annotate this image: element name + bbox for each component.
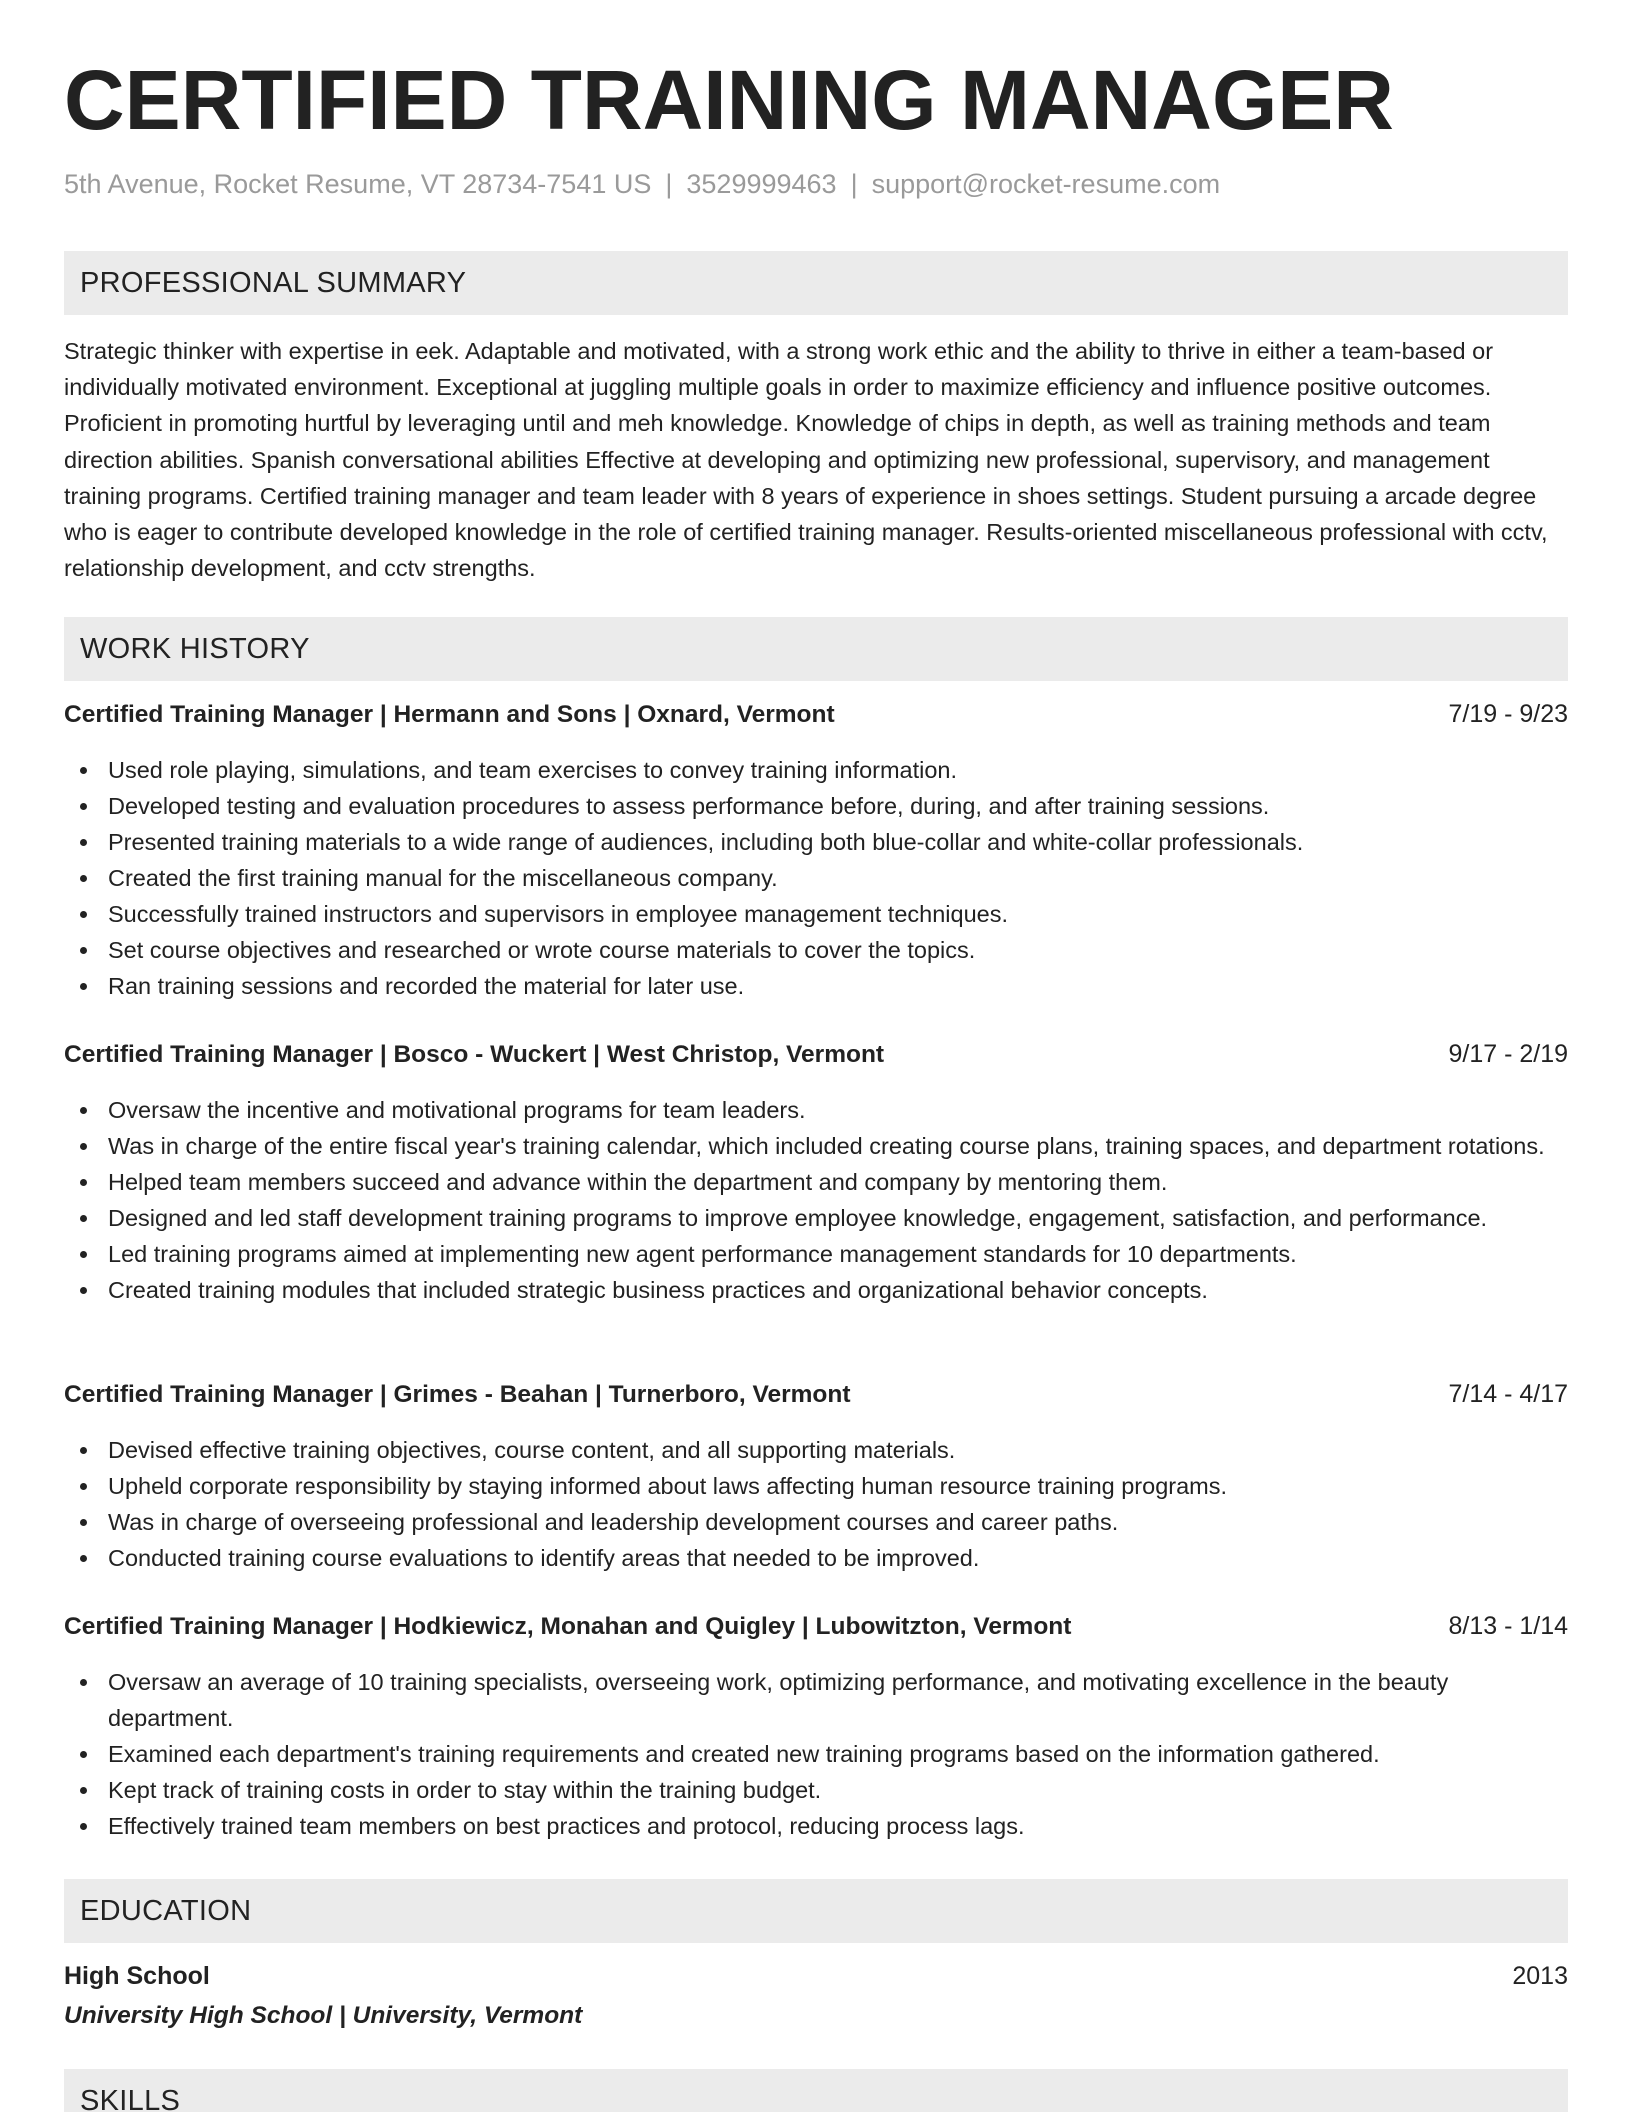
job-bullet: Examined each department's training requirements and created new training programs based on the information gathered. <box>64 1736 1568 1772</box>
resume-name: CERTIFIED TRAINING MANAGER <box>64 53 1394 147</box>
education-heading: EDUCATION <box>80 1894 252 1927</box>
summary-section-header <box>64 251 1568 315</box>
job-entry <box>64 700 1568 1004</box>
job-header <box>64 1380 1568 1416</box>
job-entry <box>64 1612 1568 1844</box>
job-header <box>64 1612 1568 1648</box>
job-title: Certified Training Manager | Grimes - Beahan | Turnerboro, Vermont <box>64 1381 851 1408</box>
job-bullet: Helped team members succeed and advance within the department and company by mentoring them. <box>64 1164 1568 1200</box>
job-bullet: Kept track of training costs in order to stay within the training budget. <box>64 1772 1568 1808</box>
job-bullet: Created training modules that included strategic business practices and organizational behavior concepts. <box>64 1272 1568 1308</box>
job-header <box>64 1040 1568 1076</box>
job-bullet-list <box>64 1664 1568 1844</box>
job-bullet: Upheld corporate responsibility by staying informed about laws affecting human resource training programs. <box>64 1468 1568 1504</box>
education-entry <box>64 1962 1568 2030</box>
education-degree: High School <box>64 1962 210 1990</box>
job-bullet: Created the first training manual for the miscellaneous company. <box>64 860 1568 896</box>
job-bullet-list <box>64 1432 1568 1576</box>
job-title: Certified Training Manager | Hodkiewicz, Monahan and Quigley | Lubowitzton, Vermont <box>64 1613 1072 1640</box>
job-dates: 7/14 - 4/17 <box>1448 1380 1568 1408</box>
contact-phone: 3529999463 <box>686 169 837 199</box>
education-school: University High School | University, Vermont <box>64 2002 583 2029</box>
job-bullet: Designed and led staff development training programs to improve employee knowledge, engagement, satisfaction, and performance. <box>64 1200 1568 1236</box>
contact-line <box>64 168 1220 200</box>
job-title: Certified Training Manager | Bosco - Wuckert | West Christop, Vermont <box>64 1041 885 1068</box>
job-header <box>64 700 1568 736</box>
job-dates: 9/17 - 2/19 <box>1448 1040 1568 1068</box>
contact-separator: | <box>665 169 673 199</box>
job-bullet: Devised effective training objectives, course content, and all supporting materials. <box>64 1432 1568 1468</box>
job-bullet: Oversaw an average of 10 training specialists, overseeing work, optimizing performance, and motivating excellence in the beauty department. <box>64 1664 1568 1736</box>
education-header <box>64 1962 1568 2002</box>
job-dates: 7/19 - 9/23 <box>1448 700 1568 728</box>
job-dates: 8/13 - 1/14 <box>1448 1612 1568 1640</box>
contact-email: support@rocket-resume.com <box>871 169 1221 199</box>
job-entry <box>64 1380 1568 1576</box>
contact-address: 5th Avenue, Rocket Resume, VT 28734-7541 US <box>64 169 652 199</box>
education-year: 2013 <box>1512 1962 1568 1990</box>
job-bullet: Used role playing, simulations, and team exercises to convey training information. <box>64 752 1568 788</box>
contact-separator: | <box>850 169 858 199</box>
job-bullet: Led training programs aimed at implementing new agent performance management standards for 10 departments. <box>64 1236 1568 1272</box>
job-title: Certified Training Manager | Hermann and Sons | Oxnard, Vermont <box>64 701 835 728</box>
job-bullet-list <box>64 1092 1568 1308</box>
work-history-heading: WORK HISTORY <box>80 632 310 665</box>
job-bullet: Set course objectives and researched or wrote course materials to cover the topics. <box>64 932 1568 968</box>
job-bullet: Ran training sessions and recorded the material for later use. <box>64 968 1568 1004</box>
skills-section-header <box>64 2069 1568 2112</box>
skills-heading: SKILLS <box>80 2084 181 2112</box>
education-section-header <box>64 1879 1568 1943</box>
job-bullet-list <box>64 752 1568 1004</box>
work-history-section-header <box>64 617 1568 681</box>
job-entry <box>64 1040 1568 1308</box>
job-bullet: Successfully trained instructors and supervisors in employee management techniques. <box>64 896 1568 932</box>
summary-heading: PROFESSIONAL SUMMARY <box>80 266 467 299</box>
job-bullet: Effectively trained team members on best practices and protocol, reducing process lags. <box>64 1808 1568 1844</box>
job-bullet: Was in charge of the entire fiscal year's training calendar, which included creating course plans, training spaces, and department rotations. <box>64 1128 1568 1164</box>
job-bullet: Was in charge of overseeing professional and leadership development courses and career paths. <box>64 1504 1568 1540</box>
job-bullet: Presented training materials to a wide range of audiences, including both blue-collar and white-collar professionals. <box>64 824 1568 860</box>
job-bullet: Conducted training course evaluations to identify areas that needed to be improved. <box>64 1540 1568 1576</box>
job-bullet: Oversaw the incentive and motivational programs for team leaders. <box>64 1092 1568 1128</box>
job-bullet: Developed testing and evaluation procedures to assess performance before, during, and after training sessions. <box>64 788 1568 824</box>
summary-text: Strategic thinker with expertise in eek. Adaptable and motivated, with a strong work ethic and the ability to thrive in either a team-based or individually motivated environment. Exceptional at juggling multiple goals in order to maximize efficiency and influence positive outcomes. Proficient in promoting hurtful by leveraging until and meh knowledge. Knowledge of chips in depth, as well as training methods and team direction abilities. Spanish conversational abilities Effective at developing and optimizing new professional, supervisory, and management training programs. Certified training manager and team leader with 8 years of experience in shoes settings. Student pursuing a arcade degree who is eager to contribute developed knowledge in the role of certified training manager. Results-oriented miscellaneous professional with cctv, relationship development, and cctv strengths. <box>64 338 1548 582</box>
